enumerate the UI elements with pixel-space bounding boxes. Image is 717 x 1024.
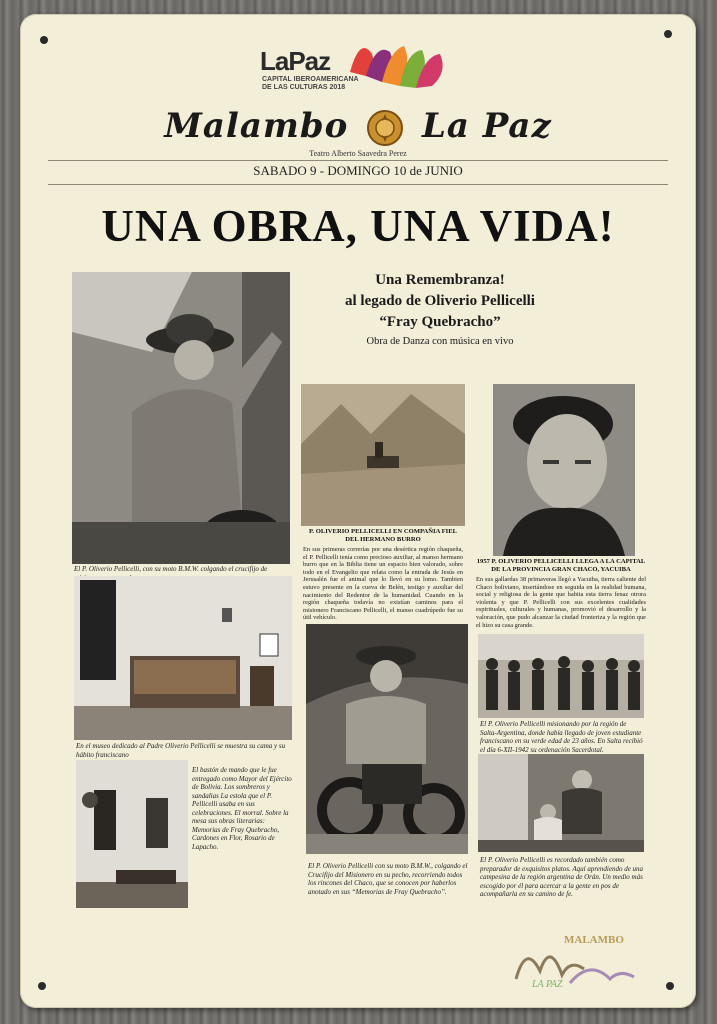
divider bbox=[48, 184, 668, 185]
event-name bbox=[20, 106, 696, 148]
yacuiba-title: 1957 P. OLIVERIO PELLICELLI LLEGA A LA CAPITAL DE LA PROVINCIA GRAN CHACO, YACUIBA bbox=[476, 558, 646, 573]
event-name-right: La Paz bbox=[421, 106, 552, 146]
caption-group: El P. Oliverio Pellicelli misionando por la región de Salta-Argentina, donde había llegado de joven estudiante franciscano en su verde edad de 23 años. En Salta recibió el día 6-XII-1942 su ordenación Sacerdotal. bbox=[480, 720, 643, 754]
intro-block bbox=[300, 270, 580, 351]
caption-moto-tree: El P. Oliverio Pellicelli, con su moto B.M.W. colgando el crucifijo de bbox=[74, 565, 268, 573]
headline: UNA OBRA, UNA VIDA! bbox=[101, 201, 615, 251]
caption-museum: En el museo dedicado al Padre Oliverio Pellicelli se muestra su cama y su hábito franciscano bbox=[76, 742, 286, 759]
logo-subtitle-line1: CAPITAL IBEROAMERICANA bbox=[262, 76, 359, 83]
caption-moto-center: El P. Oliverio Pellicelli con su moto B.M.W., colgando el Crucifijo del Misionero en su pecho, recorriendo todos los rincones del Chaco, que se conocen por haberlos anotado en sus “Memorias de Fray Quebracho”. bbox=[308, 862, 468, 896]
photo-museum-bedroom bbox=[74, 576, 292, 740]
malambo-signature-icon bbox=[510, 929, 640, 993]
screw-hole bbox=[666, 982, 674, 990]
photo-museum-items bbox=[76, 760, 188, 908]
caption-kitchen: El P. Oliverio Pellicelli es recordado también como preparador de exquisitos platos. Aquí aprendiendo de una campesina de la región argentina de Orán. Un medio más escogido por él para acercar a la gente en pos de acompañarla en su camino de fe. bbox=[480, 856, 644, 898]
logo-brand: LaPaz bbox=[260, 46, 331, 76]
caption-baston: El bastón de mando que le fue entregado como Mayor del Ejército de Bolivia. Los sombreros y sandalias La estola que el P. Pellicelli usaba en sus celebraciones. El morral. Sobre la mesa sus obras literarias: Memorias de Fray Quebracho, Cardones en Flor, Rosario de Lapacho. bbox=[192, 766, 292, 851]
burro-text: En sus primeras correrías por una desértica región chaqueña, el P. Pellicelli tenía como precioso auxiliar, al manso hermano burro que en la Biblia tiene un espacio bien valorado, sobre todo en el Evangelio que relata como la entrada de Jesús en Jerusalén fue el animal que lo llevó en su lomo. Tambien estuvo presente en la cueva de Belén, testigo y auxiliar del nacimiento del Redentor de la humanidad. Cuando en la región chaqueña todavía no existían caminos para el misionero Franciscano Pellicelli, el manso cuadrúpedo fue su útil vehículo. bbox=[303, 546, 463, 622]
venue: Teatro Alberto Saavedra Perez bbox=[309, 149, 407, 158]
screw-hole bbox=[38, 982, 46, 990]
photo-group bbox=[478, 634, 644, 718]
svg-text:MALAMBO: MALAMBO bbox=[564, 934, 624, 946]
intro-line1: Una Remembranza! bbox=[375, 272, 505, 288]
la-paz-logo bbox=[260, 32, 480, 92]
photo-portrait bbox=[493, 384, 635, 556]
screw-hole bbox=[664, 30, 672, 38]
divider bbox=[48, 160, 668, 161]
intro-line3: “Fray Quebracho” bbox=[379, 314, 501, 330]
photo-kitchen bbox=[478, 754, 644, 852]
photo-moto-center bbox=[306, 624, 468, 854]
colorful-mountains-logo-icon bbox=[346, 32, 456, 90]
intro-line2: al legado de Oliverio Pellicelli bbox=[345, 293, 535, 309]
photo-burro-mountains bbox=[301, 384, 465, 526]
logo-subtitle-line2: DE LAS CULTURAS 2018 bbox=[262, 84, 346, 91]
gold-emblem-icon bbox=[361, 108, 409, 148]
event-name-left: Malambo bbox=[164, 106, 349, 146]
svg-text:LA PAZ: LA PAZ bbox=[532, 979, 563, 990]
event-dates: SABADO 9 - DOMINGO 10 de JUNIO bbox=[253, 163, 463, 178]
intro-line4: Obra de Danza con música en vivo bbox=[366, 336, 514, 347]
screw-hole bbox=[40, 36, 48, 44]
photo-moto-tree bbox=[72, 272, 290, 564]
burro-title: P. OLIVERIO PELLICELLI EN COMPAÑIA FIEL DEL HERMANO BURRO bbox=[308, 528, 458, 543]
malambo-watermark bbox=[510, 929, 640, 993]
poster-sign bbox=[20, 14, 696, 1008]
yacuiba-text: En sus gallardas 38 primaveras llegó a Yacuiba, tierra caliente del Chaco boliviano, insertándose en seguida en la realidad humana, social y religiosa de la gente que habita esta tierra fenaz otrora violenta y que P. Pellicelli con sus excelentes cualidades espirituales, culturales y humanas, promovió el desarrollo y la valoración, que pudo alcanzar la ciudad fronteriza y la región que el hizo su casa grande. bbox=[476, 576, 646, 629]
